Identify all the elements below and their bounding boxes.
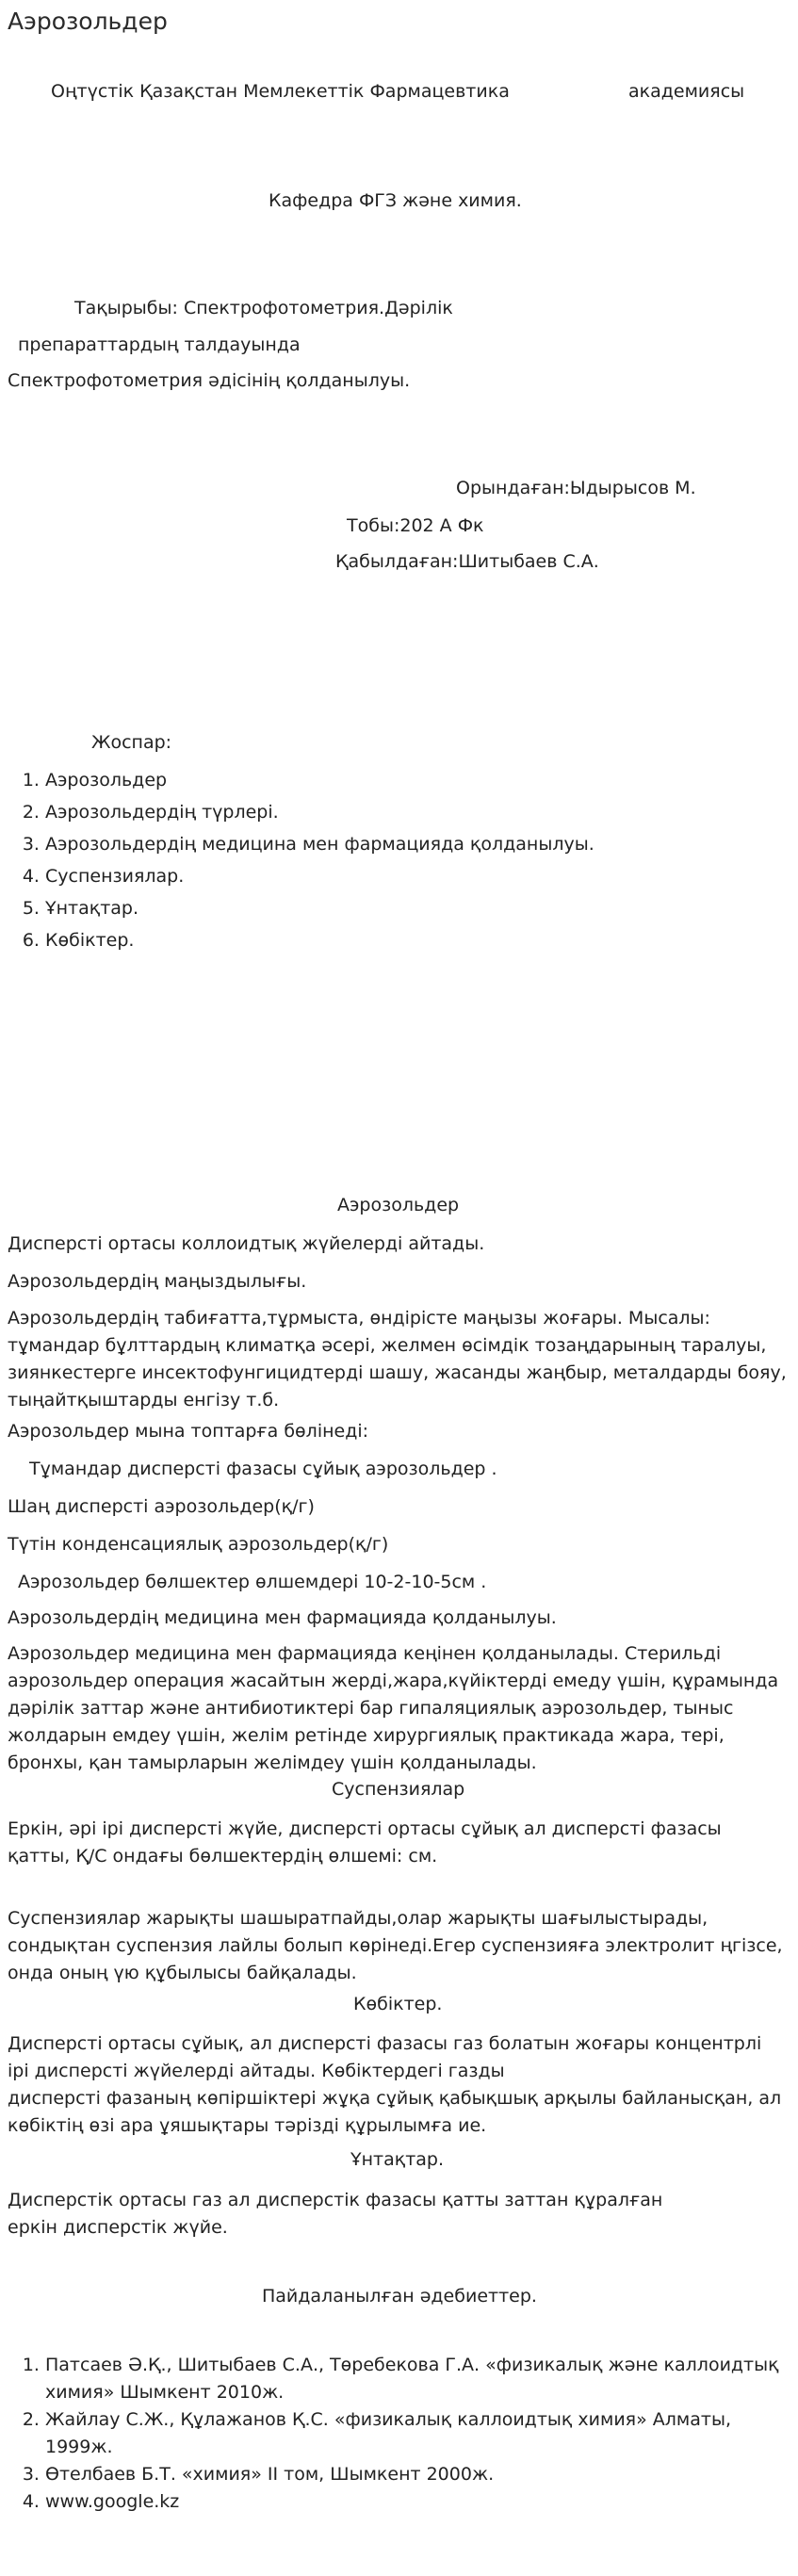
topic-line-2: препараттардың талдауында: [18, 334, 301, 355]
references-list: [8, 2352, 790, 2516]
paragraph: Аэрозольдер медицина мен фармацияда кеңінен қолданылады. Стерильді аэрозольдер операция жасайтын жерді,жара,күйіктерді емеду үшін, құрамында дәрілік заттар және антибиотиктері бар гипаляциялық аэрозольдер, тыныс жолдарын емдеу үшін, желім ретінде хирургиялық практикада жара, тері, бронхы, қан тамырларын желімдеу үшін қолданылады.: [8, 1643, 779, 1773]
paragraph: Аэрозольдер бөлшектер өлшемдері 10-2-10-5см .: [18, 1572, 487, 1592]
paragraph: еркін дисперстік жүйе.: [8, 2217, 228, 2238]
plan-heading: Жоспар:: [91, 732, 172, 753]
paragraph: Аэрозольдер мына топтарға бөлінеді:: [8, 1421, 369, 1442]
section-heading-aerosols: Аэрозольдер: [337, 1195, 460, 1215]
performer: Орындаған:Ыдырысов М.: [456, 478, 696, 498]
plan-item: 4. Суспензиялар.: [45, 860, 594, 892]
paragraph: Аэрозольдердің маңыздылығы.: [8, 1271, 307, 1292]
plan-item: 5. Ұнтақтар.: [45, 892, 594, 924]
topic-line-3: Спектрофотометрия әдісінің қолданылуы.: [8, 370, 411, 391]
department-name: Кафедра ФГЗ және химия.: [269, 190, 522, 211]
paragraph: Дисперсті ортасы коллоидтық жүйелерді айтады.: [8, 1233, 485, 1254]
topic-line-1: Тақырыбы: Спектрофотометрия.Дәрілік: [74, 298, 453, 318]
paragraph: Түтін конденсациялық аэрозольдер(қ/г): [8, 1534, 389, 1555]
reference-item: 3. Өтелбаев Б.Т. «химия» ІІ том, Шымкент 2000ж.: [45, 2461, 790, 2488]
plan-item: 1. Аэрозольдер: [45, 764, 594, 796]
plan-list: [8, 764, 594, 956]
reference-item: 4. www.google.kz: [45, 2488, 790, 2516]
plan-item: 3. Аэрозольдердің медицина мен фармацияда қолданылуы.: [45, 828, 594, 860]
reference-item: 1. Патсаев Ә.Қ., Шитыбаев С.А., Төребекова Г.А. «физикалық және каллоидтық химия» Шымкент 2010ж.: [45, 2352, 790, 2406]
paragraph: дисперсті фазаның көпіршіктері жұқа сұйық қабықшық арқылы байланысқан, ал көбіктің өзі ара ұяшықтары тәрізді құрылымға ие.: [8, 2088, 782, 2136]
reference-item: 2. Жайлау С.Ж., Құлажанов Қ.С. «физикалық каллоидтық химия» Алматы, 1999ж.: [45, 2406, 790, 2461]
paragraph: Дисперсті ортасы сұйық, ал дисперсті фазасы газ болатын жоғары концентрлі ірі дисперсті жүйелерді айтады. Көбіктердегі газды: [8, 2033, 762, 2081]
section-heading-references: Пайдаланылған әдебиеттер.: [262, 2286, 537, 2307]
paragraph: Суспензиялар жарықты шашыратпайды,олар жарықты шағылыстырады, сондықтан суспензия лайлы болып көрінеді.Егер суспензияға электролит ңгізсе, онда оның үю құбылысы байқалады.: [8, 1908, 783, 1983]
section-heading-powders: Ұнтақтар.: [350, 2149, 445, 2170]
paragraph: Аэрозольдердің медицина мен фармацияда қолданылуы.: [8, 1607, 557, 1628]
institution-name-tail: академиясы: [628, 81, 745, 102]
institution-name: Оңтүстік Қазақстан Мемлекеттік Фармацевтика: [51, 81, 510, 102]
paragraph: Аэрозольдердің табиғатта,тұрмыста, өндірісте маңызы жоғары. Мысалы: тұмандар бұлттардың климатқа әсері, желмен өсімдік тозаңдарының таралуы, зиянкестерге инсектофунгицидтерді шашу, жасанды жаңбыр, металдарды бояу, тыңайтқыштарды енгізу т.б.: [8, 1308, 787, 1410]
section-heading-foams: Көбіктер.: [353, 1994, 443, 2014]
paragraph: Тұмандар дисперсті фазасы сұйық аэрозольдер .: [29, 1459, 497, 1479]
plan-item: 6. Көбіктер.: [45, 924, 594, 956]
group: Тобы:202 А Фк: [347, 515, 484, 536]
paragraph: Шаң дисперсті аэрозольдер(қ/г): [8, 1496, 315, 1517]
paragraph: Дисперстік ортасы газ ал дисперстік фазасы қатты заттан құралған: [8, 2190, 663, 2210]
plan-item: 2. Аэрозольдердің түрлері.: [45, 796, 594, 828]
document-title: Аэрозольдер: [8, 8, 168, 35]
section-heading-suspensions: Суспензиялар: [332, 1779, 465, 1800]
paragraph: Еркін, әрі ірі дисперсті жүйе, дисперсті ортасы сұйық ал дисперсті фазасы қатты, Қ/С ондағы бөлшектердің өлшемі: см.: [8, 1818, 722, 1867]
receiver: Қабылдаған:Шитыбаев С.А.: [335, 551, 599, 572]
